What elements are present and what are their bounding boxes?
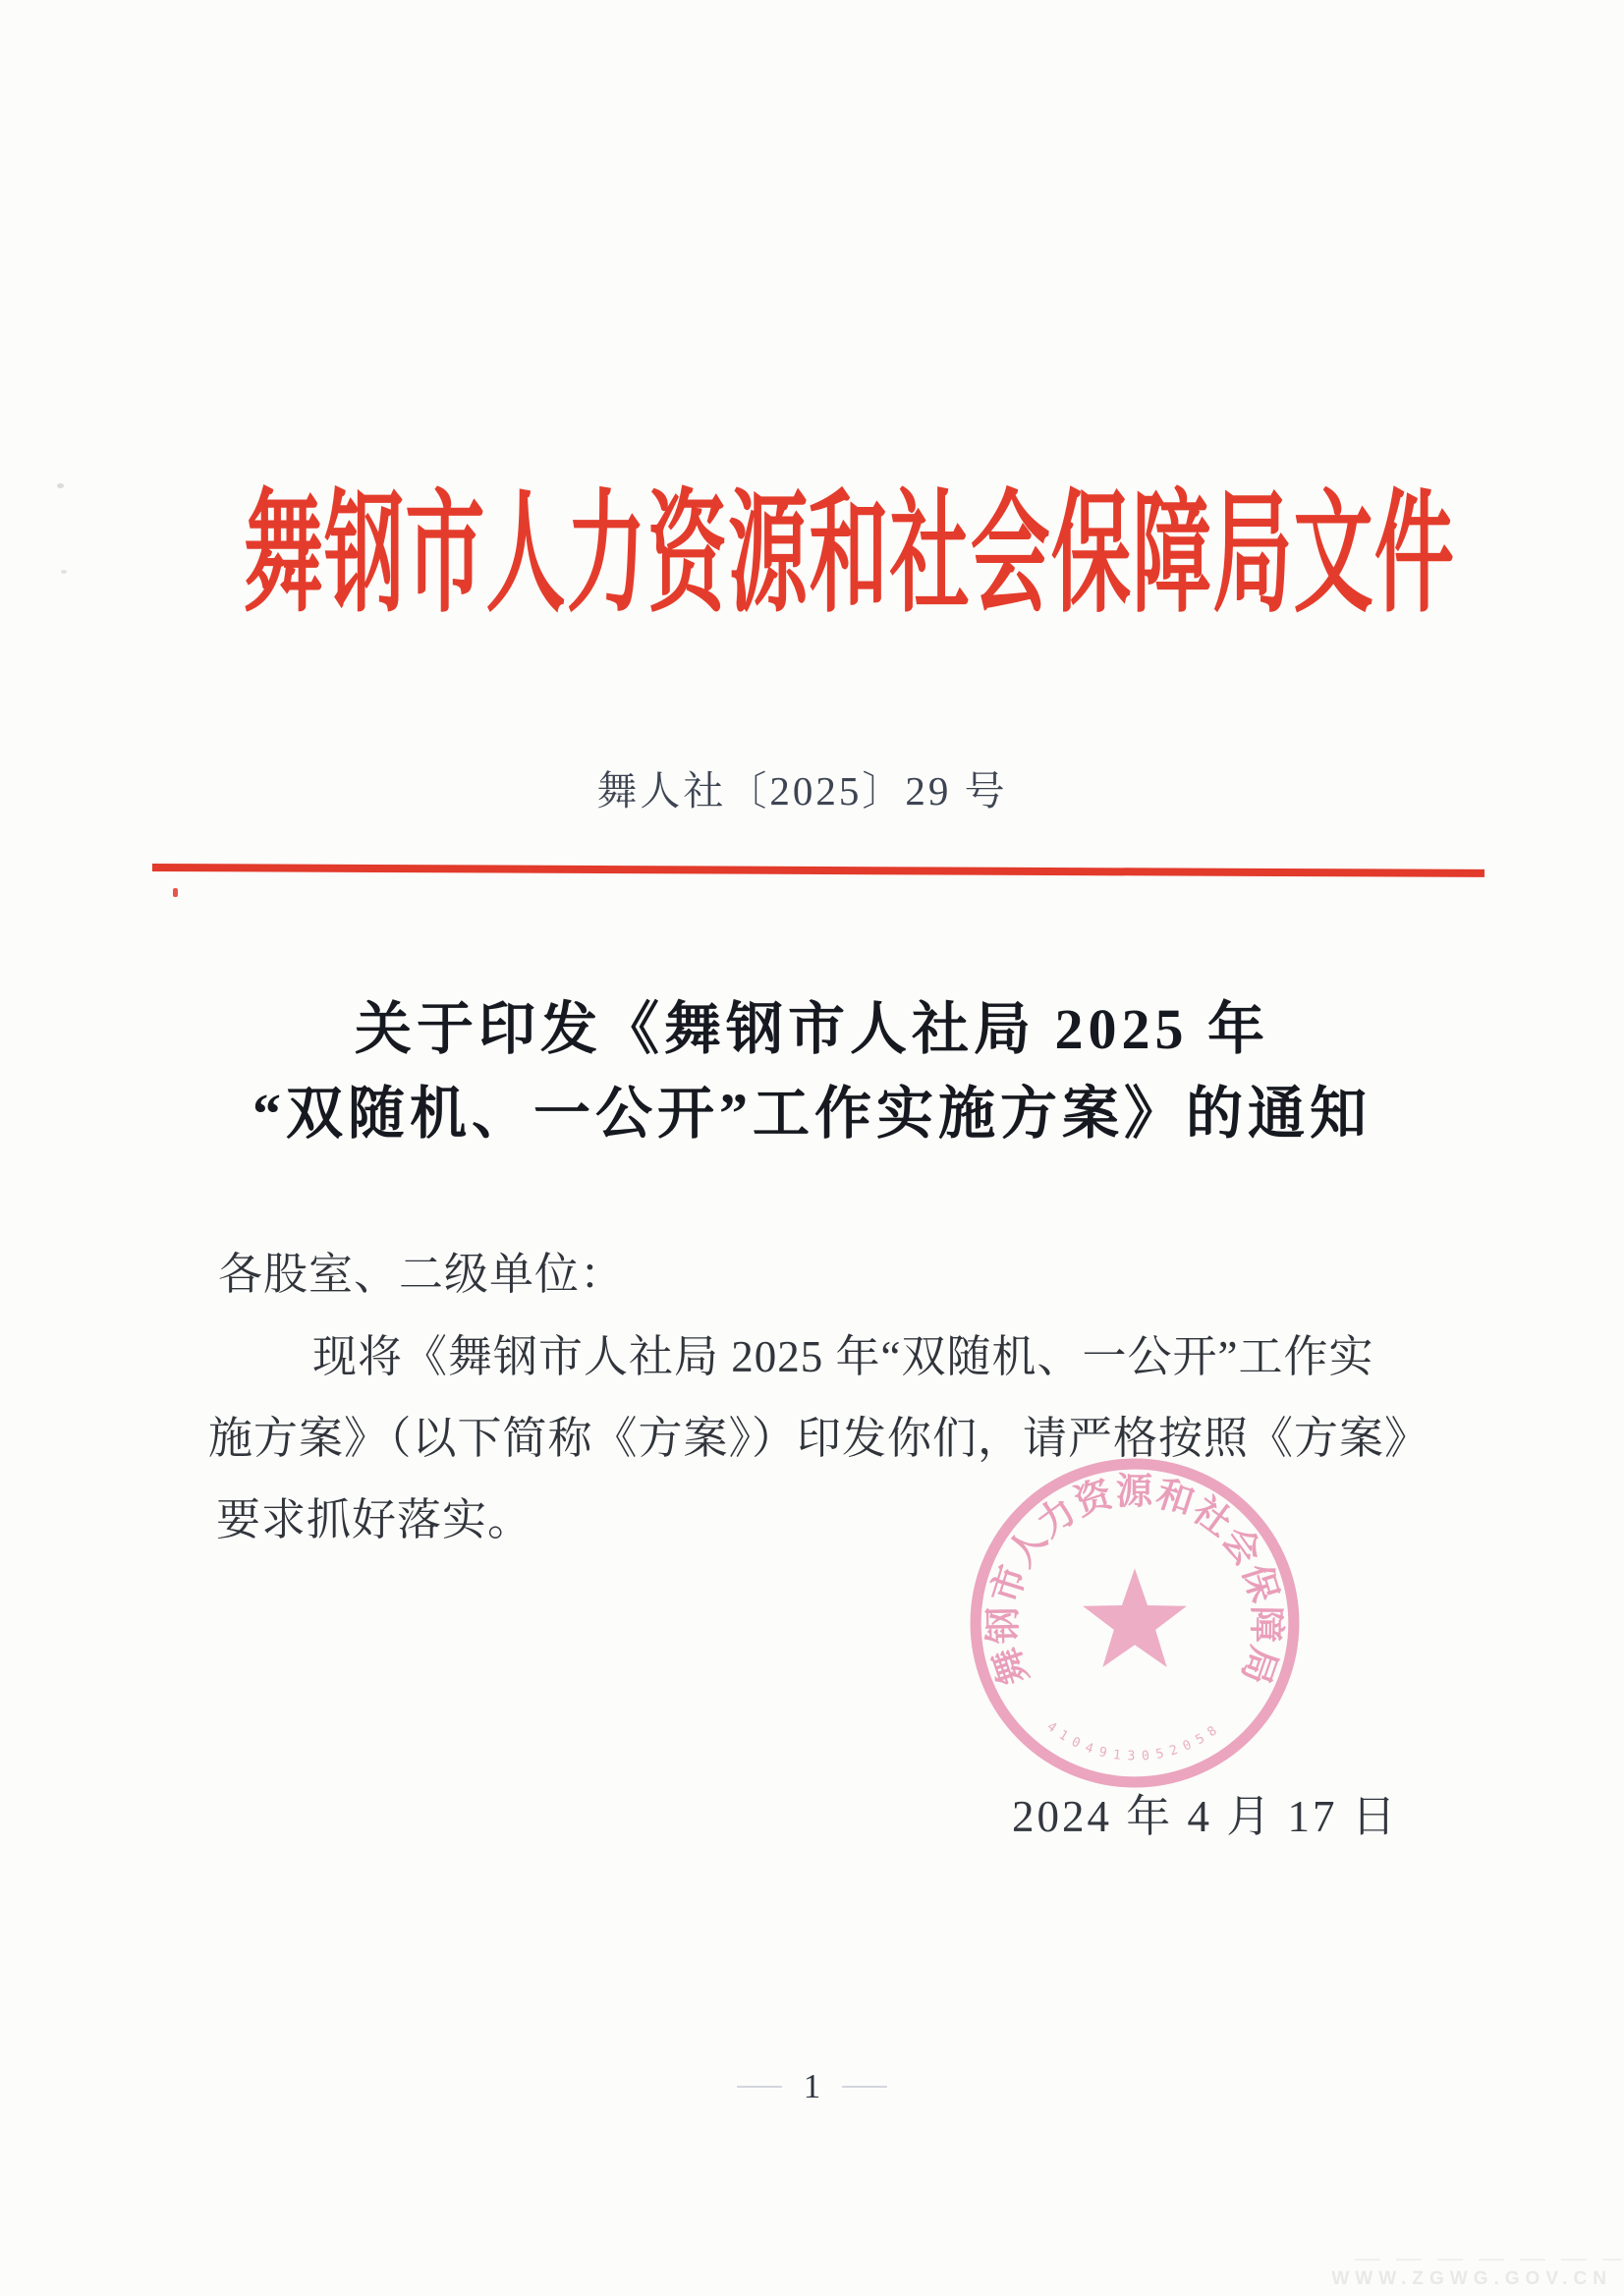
document-number: 舞人社〔2025〕29 号 bbox=[596, 768, 1008, 813]
red-ink-speck bbox=[173, 888, 178, 897]
body-line: 现将《舞钢市人社局 2025 年“双随机、一公开”工作实 bbox=[312, 1332, 1374, 1381]
body-line: 施方案》（以下简称《方案》）印发你们，请严格按照《方案》 bbox=[208, 1414, 1430, 1463]
scan-speck bbox=[61, 570, 67, 574]
notice-title-line2: “双随机、一公开”工作实施方案》的通知 bbox=[252, 1082, 1372, 1146]
official-seal-stamp bbox=[966, 1454, 1304, 1792]
page-number: 1 bbox=[803, 2067, 821, 2105]
page-number-dash bbox=[842, 2086, 887, 2088]
scan-edge-dashes bbox=[1355, 2259, 1622, 2261]
salutation: 各股室、二级单位： bbox=[218, 1250, 626, 1299]
body-line: 要求抓好落实。 bbox=[216, 1495, 533, 1544]
seal-org-text: 舞钢市人力资源和社会保障局 bbox=[983, 1472, 1286, 1691]
page-number-dash bbox=[737, 2086, 782, 2088]
red-header-banner-title: 舞钢市人力资源和社会保障局文件 bbox=[244, 482, 1455, 629]
website-watermark: WWW.ZGWG.GOV.CN bbox=[1331, 2268, 1612, 2289]
page-number-row bbox=[0, 2065, 1624, 2108]
seal-star-icon bbox=[1083, 1568, 1187, 1667]
notice-title-line1: 关于印发《舞钢市人社局 2025 年 bbox=[354, 997, 1269, 1061]
seal-code-text: 4104913052058 bbox=[1043, 1719, 1226, 1764]
red-separator-rule bbox=[152, 864, 1484, 877]
document-date: 2024 年 4 月 17 日 bbox=[1012, 1792, 1399, 1841]
scan-speck bbox=[57, 483, 64, 488]
